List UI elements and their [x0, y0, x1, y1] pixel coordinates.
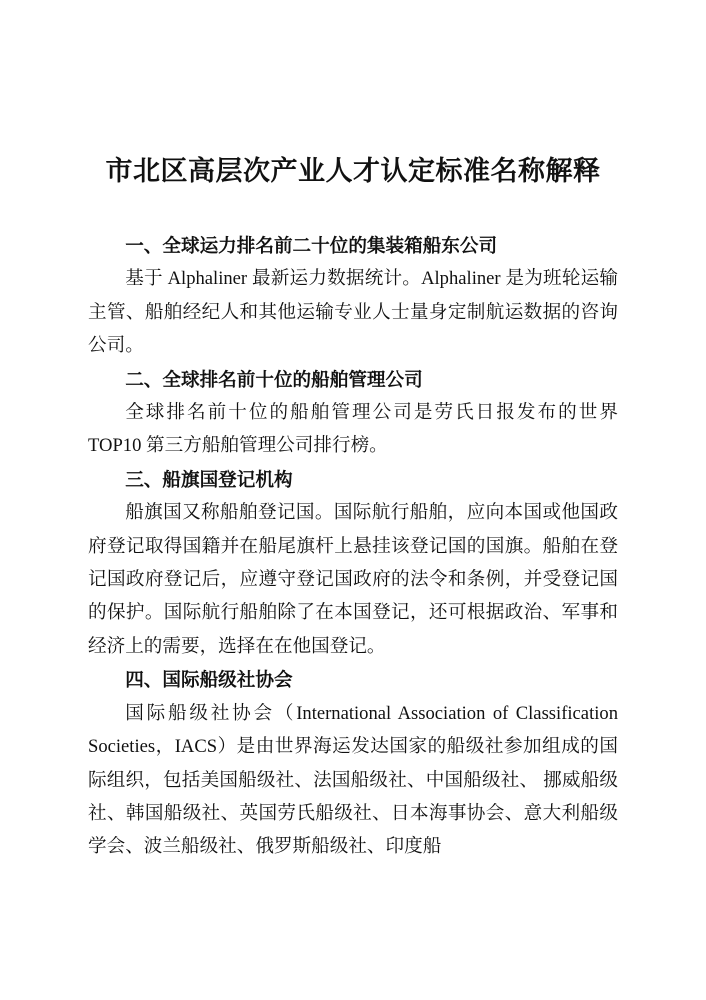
section-container-operators	[88, 229, 618, 363]
section-paragraph: 基于 Alphaliner 最新运力数据统计。Alphaliner 是为班轮运输主管、船舶经纪人和其他运输专业人士量身定制航运数据的咨询公司。	[88, 268, 618, 357]
page-title: 市北区高层次产业人才认定标准名称解释	[105, 156, 601, 186]
document-content	[88, 153, 618, 864]
section-heading-1: 一、全球运力排名前二十位的集装箱船东公司	[125, 235, 498, 256]
section-heading-3: 三、船旗国登记机构	[125, 468, 293, 490]
section-container-ship-management	[88, 363, 618, 463]
section-heading-4: 四、国际船级社协会	[125, 669, 293, 691]
section-container-iacs	[88, 663, 618, 863]
section-container-flag-state	[88, 463, 618, 663]
section-paragraph: 国际船级社协会（International Association of Classification Societies，IACS）是由世界海运发达国家的船级社参加组成的国际组织，包括美国船级社、法国船级社、中国船级社、 挪威船级社、韩国船级社、英国劳氏船级社、日本海事协会、意大利船级学会、波兰船级社、俄罗斯船级社、印度船	[88, 702, 618, 858]
section-paragraph: 船旗国又称船舶登记国。国际航行船舶，应向本国或他国政府登记取得国籍并在船尾旗杆上悬挂该登记国的国旗。船舶在登记国政府登记后，应遵守登记国政府的法令和条例，并受登记国的保护。国际航行船舶除了在本国登记，还可根据政治、军事和经济上的需要，选择在在他国登记。	[88, 502, 618, 657]
section-paragraph: 全球排名前十位的船舶管理公司是劳氏日报发布的世界 TOP10 第三方船舶管理公司排行榜。	[88, 402, 618, 457]
section-heading-2: 二、全球排名前十位的船舶管理公司	[125, 368, 423, 390]
